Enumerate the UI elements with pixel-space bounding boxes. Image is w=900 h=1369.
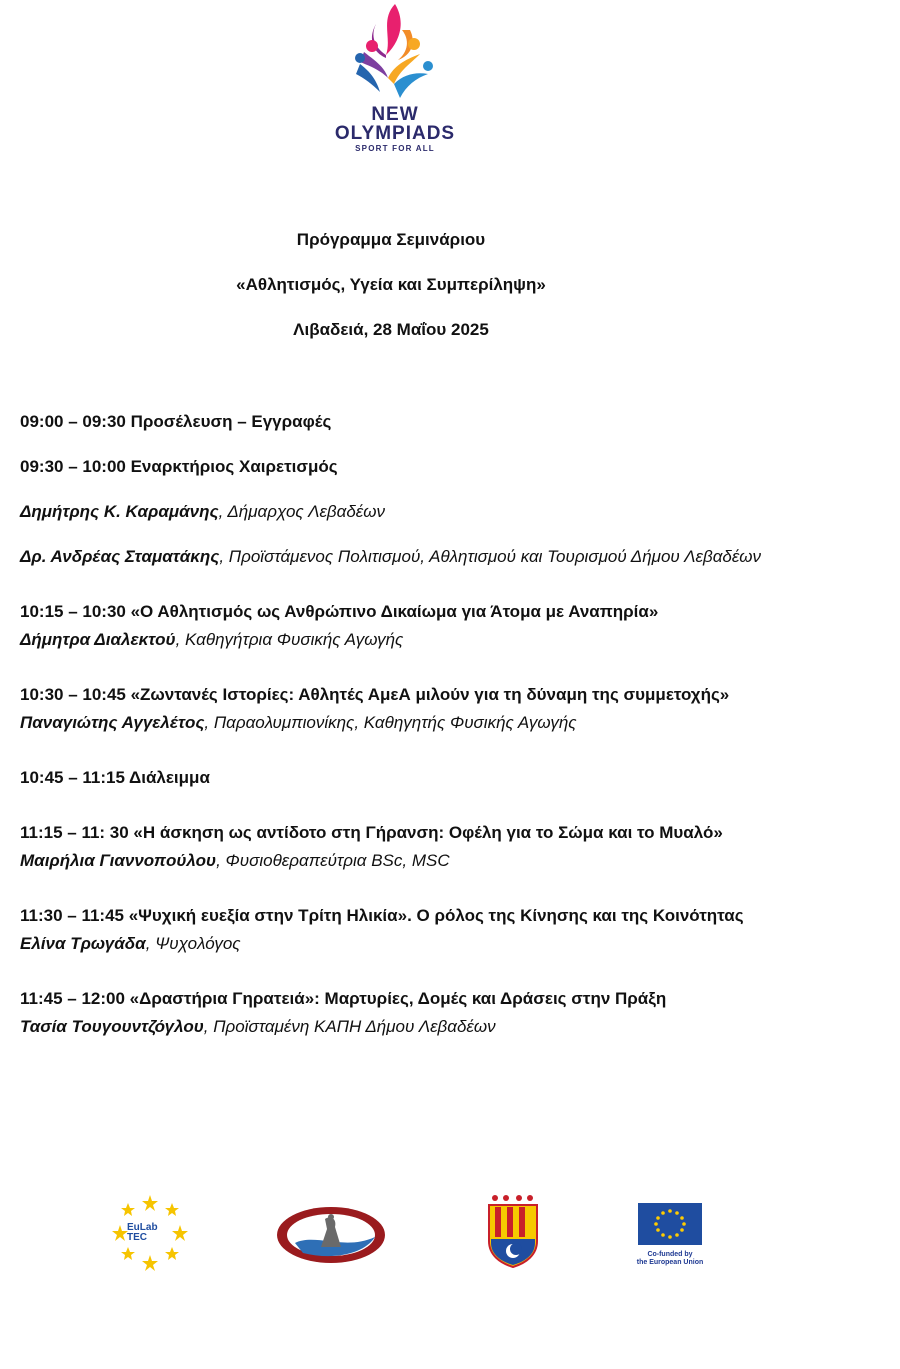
seminar-title: Πρόγραμμα Σεμινάριου xyxy=(296,230,486,249)
program-line: 09:00 – 09:30 Προσέλευση – Εγγραφές xyxy=(20,412,332,431)
program-item xyxy=(20,598,762,654)
program-item xyxy=(20,453,762,481)
partner-logos xyxy=(0,1193,900,1273)
speaker-name: Δημήτρης Κ. Καραμάνης xyxy=(20,502,219,521)
speaker-name: Δρ. Ανδρέας Σταματάκης xyxy=(20,547,220,566)
speaker-role: , Προϊσταμένη ΚΑΠΗ Δήμου Λεβαδέων xyxy=(203,1017,496,1036)
eulab-line-1: EuLab xyxy=(127,1222,158,1233)
eulab-line-2: TEC xyxy=(127,1232,147,1243)
program-item xyxy=(20,764,762,792)
program-line: 11:15 – 11: 30 «Η άσκηση ως αντίδοτο στη Γήρανση: Οφέλη για το Σώμα και το Μυαλό» xyxy=(20,823,723,842)
speaker-role: , Παραολυμπιονίκης, Καθηγητής Φυσικής Αγωγής xyxy=(204,713,577,732)
program-item xyxy=(20,819,762,875)
municipal-crest-logo xyxy=(486,1193,540,1269)
program-line: 11:45 – 12:00 «Δραστήρια Γηρατειά»: Μαρτυρίες, Δομές και Δράσεις στην Πράξη xyxy=(20,989,667,1008)
program-item xyxy=(20,408,762,436)
program-line: 09:30 – 10:00 Εναρκτήριος Χαιρετισμός xyxy=(20,457,338,476)
brand-line-1: NEW xyxy=(371,104,419,125)
speaker-role: , Καθηγήτρια Φυσικής Αγωγής xyxy=(175,630,404,649)
eu-cofunded-logo xyxy=(632,1203,708,1273)
speaker-role: , Ψυχολόγος xyxy=(145,934,241,953)
brand-line-2: OLYMPIADS xyxy=(334,123,456,144)
program-line: 10:45 – 11:15 Διάλειμμα xyxy=(20,768,210,787)
figures-flame-logo-icon xyxy=(350,0,440,108)
seminar-program xyxy=(20,408,762,1058)
program-item xyxy=(20,985,762,1041)
program-item xyxy=(20,681,762,737)
speaker-role: , Δήμαρχος Λεβαδέων xyxy=(218,502,385,521)
eu-text-line-1: Co-funded by xyxy=(647,1251,693,1258)
dimos-emblem-icon xyxy=(275,1203,387,1267)
program-item xyxy=(20,543,762,571)
speaker-name: Μαιρήλια Γιαννοπούλου xyxy=(20,851,217,870)
program-line: 11:30 – 11:45 «Ψυχική ευεξία στην Τρίτη Ηλικία». Ο ρόλος της Κίνησης και της Κοινότητας xyxy=(20,906,744,925)
brand-tagline: SPORT FOR ALL xyxy=(355,144,435,153)
program-line: 10:15 – 10:30 «Ο Αθλητισμός ως Ανθρώπινο Δικαίωμα για Άτομα με Αναπηρία» xyxy=(20,602,659,621)
program-item xyxy=(20,902,762,958)
crest-shield-icon xyxy=(486,1193,540,1269)
dimos-levadeon-logo xyxy=(275,1203,387,1267)
seminar-subtitle: «Αθλητισμός, Υγεία και Συμπερίληψη» xyxy=(236,275,546,294)
speaker-role: , Προϊστάμενος Πολιτισμού, Αθλητισμού και Τουρισμού Δήμου Λεβαδέων xyxy=(219,547,762,566)
speaker-name: Δήμητρα Διαλεκτού xyxy=(20,630,176,649)
seminar-header xyxy=(0,228,782,363)
eu-text-line-2: the European Union xyxy=(636,1259,704,1266)
eu-flag-icon xyxy=(638,1203,702,1245)
speaker-name: Τασία Τουγουντζόγλου xyxy=(20,1017,204,1036)
program-line: 10:30 – 10:45 «Ζωντανές Ιστορίες: Αθλητές ΑμεΑ μιλούν για τη δύναμη της συμμετοχής» xyxy=(20,685,730,704)
program-item xyxy=(20,498,762,526)
speaker-name: Ελίνα Τρωγάδα xyxy=(20,934,146,953)
speaker-name: Παναγιώτης Αγγελέτος xyxy=(20,713,205,732)
seminar-place-date: Λιβαδειά, 28 Μαΐου 2025 xyxy=(293,320,489,339)
eulab-tec-logo xyxy=(110,1193,190,1273)
new-olympiads-logo xyxy=(320,0,470,160)
speaker-role: , Φυσιοθεραπεύτρια BSc, MSC xyxy=(216,851,450,870)
